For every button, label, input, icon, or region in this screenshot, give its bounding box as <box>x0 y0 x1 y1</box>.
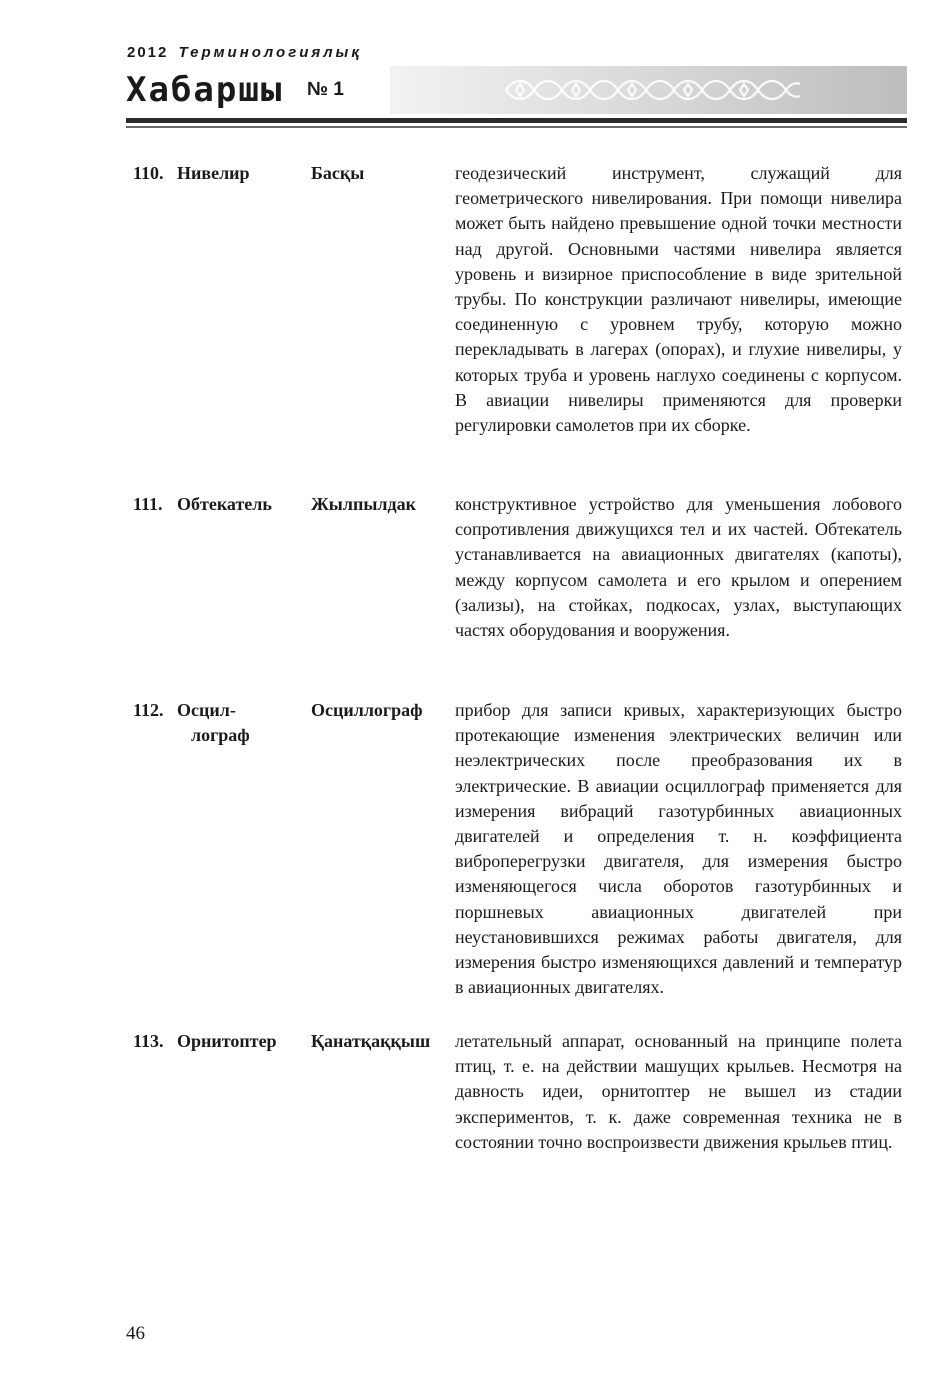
term-kazakh: Жылпылдак <box>311 494 416 514</box>
journal-word: Терминологиялық <box>178 44 362 61</box>
header-rule-thin <box>126 126 907 128</box>
term-russian-text: Орнитоптер <box>177 1031 277 1051</box>
entry-number: 113. <box>133 1031 164 1051</box>
ornament-pattern-icon <box>502 74 802 106</box>
entry-number: 111. <box>133 494 163 514</box>
term-kazakh: Осциллограф <box>311 700 423 720</box>
term-russian-continuation: лограф <box>191 725 250 745</box>
term-definition: прибор для записи кривых, характеризующих быстро протекающие изменения электрических величин или неэлектрических после преобразования их в электрические. В авиации осциллограф применяется для измерения вибраций газотурбинных авиационных двигателей и определения т. н. коэффициента виброперегрузки двигателя, для измерения быстро изменяющегося числа оборотов газотурбинных и поршневых авиационных двигателей при неустановившихся режимах работы двигателя, для измерения быстро изменяющихся давлений и температур в авиационных двигателях. <box>455 700 902 998</box>
journal-title: Хабаршы <box>126 70 284 110</box>
term-kazakh: Қанатқаққыш <box>311 1031 431 1051</box>
journal-subtitle <box>127 44 362 61</box>
term-russian-text: Нивелир <box>177 163 250 183</box>
term-definition: конструктивное устройство для уменьшения лобового сопротивления движущихся тел и их частей. Обтекатель устанавливается на авиационных двигателях (капоты), между корпусом самолета и его крылом и оперением (зализы), на стойках, подкосах, узлах, выступающих частях оборудования и вооружения. <box>455 494 902 641</box>
term-definition: летательный аппарат, основанный на принципе полета птиц, т. е. на действии машущих крыльев. Несмотря на давность идеи, орнитоптер не вышел из стадии экспериментов, т. к. даже современная техника не в состоянии точно воспроизвести движения крыльев птиц. <box>455 1031 902 1152</box>
term-kazakh: Басқы <box>311 163 365 183</box>
term-russian <box>177 492 307 517</box>
issue-number: № 1 <box>306 79 344 100</box>
journal-year: 2012 <box>127 44 169 61</box>
term-definition: геодезический инструмент, служащий для геометрического нивелирования. При помощи нивелира может быть найдено превышение одной точки местности над другой. Основными частями нивелира является уровень и визирное приспособление в виде зрительной трубы. По конструкции различают нивелиры, имеющие соединенную с уровнем трубу, которую можно перекладывать в лагерах (опорах), и глухие нивелиры, у которых труба и уровень наглухо соединены с корпусом. В авиации нивелиры применяются для проверки регулировки самолетов при их сборке. <box>455 163 902 436</box>
entry-number: 110. <box>133 163 164 183</box>
term-russian <box>177 161 307 186</box>
term-russian <box>177 1029 307 1054</box>
header-ornament-band <box>390 66 907 114</box>
page-number: 46 <box>126 1323 145 1344</box>
term-russian-text: Обтекатель <box>177 494 272 514</box>
journal-header <box>0 0 948 160</box>
header-rule-thick <box>126 118 907 123</box>
term-russian <box>177 698 307 748</box>
entry-number: 112. <box>133 700 164 720</box>
term-russian-text: Осцил- <box>177 700 236 720</box>
journal-title-line <box>126 70 344 110</box>
